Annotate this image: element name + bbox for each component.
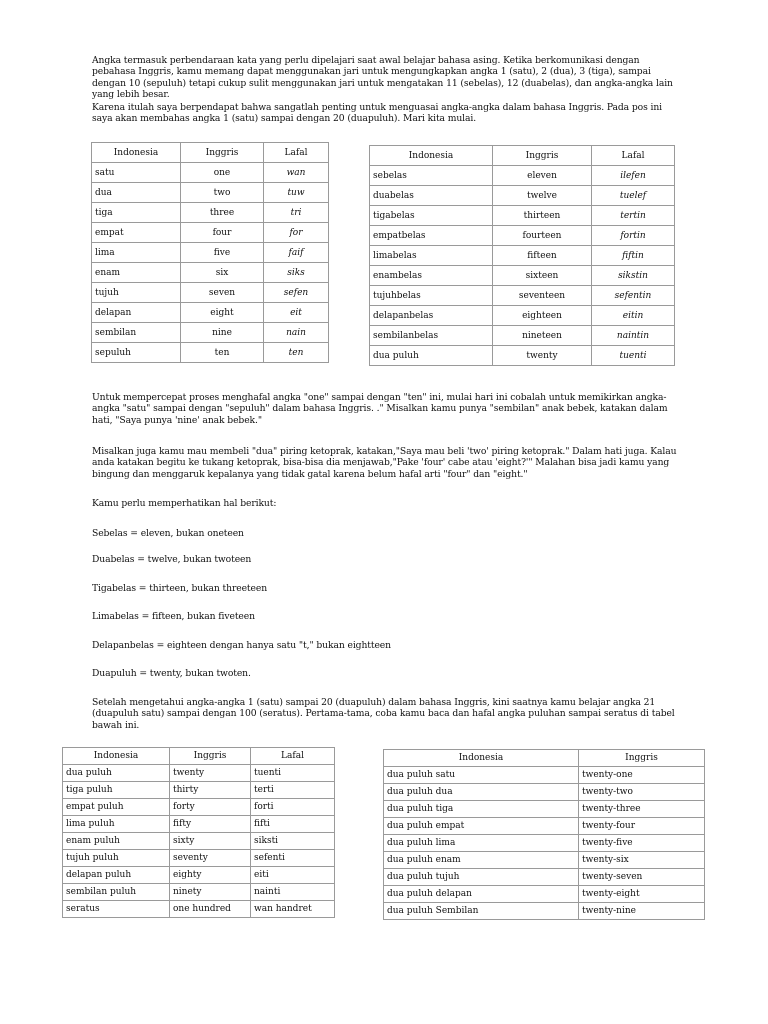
table-cell: empat puluh <box>63 799 170 816</box>
table-cell: eighteen <box>493 306 592 326</box>
table-row <box>370 166 675 186</box>
table-cell: tiga puluh <box>63 782 170 799</box>
table-header-row <box>92 143 329 163</box>
intro-paragraph: Angka termasuk perbendaraan kata yang perlu dipelajari saat awal belajar bahasa asing. Ketika berkomunikasi dengan pebahasa Inggris, kamu memang dapat menggunakan jari untuk mengungkapkan angka 1 (satu), 2 (dua), 3 (tiga), sampai dengan 10 (sepuluh) tetapi cukup sulit menggunakan jari untuk mengatakan 11 (sebelas), 12 (duabelas), dan angka-angka lain yang lebih besar. <box>92 55 673 101</box>
table-row <box>63 782 335 799</box>
table-header-row <box>370 146 675 166</box>
column-header: Lafal <box>251 748 335 765</box>
fourth-paragraph: Misalkan juga kamu mau membeli "dua" piring ketoprak, katakan,"Saya mau beli 'two' piring ketoprak." Dalam hati juga. Kalau anda katakan begitu ke tukang ketoprak, bisa-bisa dia menjawab,"Pake 'four' cabe atau 'eight?'" Malahan bisa jadi kamu yang bingung dan menggaruk kepalanya yang tidak gatal karena belum hafal arti "four" dan "eight." <box>92 446 677 480</box>
table-cell: siks <box>264 263 329 283</box>
table-cell: wan <box>264 163 329 183</box>
table-cell: for <box>264 223 329 243</box>
table-cell: twenty-four <box>579 818 705 835</box>
table-cell: four <box>181 223 264 243</box>
table-cell: forty <box>170 799 251 816</box>
table-row <box>92 243 329 263</box>
table-cell: dua puluh dua <box>384 784 579 801</box>
table-cell: eit <box>264 303 329 323</box>
table-cell: twenty-six <box>579 852 705 869</box>
note-item: Duabelas = twelve, bukan twoteen <box>92 554 252 565</box>
note-item: Delapanbelas = eighteen dengan hanya satu "t," bukan eightteen <box>92 640 391 651</box>
table-cell: twenty-three <box>579 801 705 818</box>
table-cell: sembilan <box>92 323 181 343</box>
table-cell: wan handret <box>251 901 335 918</box>
table-cell: eleven <box>493 166 592 186</box>
column-header: Inggris <box>170 748 251 765</box>
table-cell: dua puluh tujuh <box>384 869 579 886</box>
table-cell: sembilanbelas <box>370 326 493 346</box>
table-row <box>384 852 705 869</box>
table-cell: empatbelas <box>370 226 493 246</box>
note-item: Tigabelas = thirteen, bukan threeteen <box>92 583 268 594</box>
table-cell: six <box>181 263 264 283</box>
table-cell: seven <box>181 283 264 303</box>
table-row <box>63 833 335 850</box>
table-cell: sembilan puluh <box>63 884 170 901</box>
table-row <box>384 835 705 852</box>
second-paragraph: Karena itulah saya berpendapat bahwa sangatlah penting untuk menguasai angka-angka dalam bahasa Inggris. Pada pos ini saya akan membahas angka 1 (satu) sampai dengan 20 (duapuluh). Mari kita mulai. <box>92 102 663 125</box>
table-cell: enam <box>92 263 181 283</box>
table-row <box>370 226 675 246</box>
table-cell: fifteen <box>493 246 592 266</box>
table-cell: dua puluh <box>63 765 170 782</box>
table-cell: tujuh puluh <box>63 850 170 867</box>
table-cell: eight <box>181 303 264 323</box>
table-cell: eitin <box>592 306 675 326</box>
column-header: Inggris <box>181 143 264 163</box>
table-cell: dua puluh delapan <box>384 886 579 903</box>
table-cell: tuw <box>264 183 329 203</box>
table-row <box>92 323 329 343</box>
note-item: Duapuluh = twenty, bukan twoten. <box>92 668 251 679</box>
table-row <box>384 784 705 801</box>
table-numbers-1-10 <box>91 142 329 363</box>
table-cell: forti <box>251 799 335 816</box>
table-row <box>92 303 329 323</box>
table-cell: tri <box>264 203 329 223</box>
table-cell: siksti <box>251 833 335 850</box>
table-cell: sikstin <box>592 266 675 286</box>
table-cell: tuenti <box>251 765 335 782</box>
table-cell: seventy <box>170 850 251 867</box>
column-header: Indonesia <box>370 146 493 166</box>
table-cell: ten <box>181 343 264 363</box>
table-cell: naintin <box>592 326 675 346</box>
table-row <box>92 223 329 243</box>
table-row <box>92 163 329 183</box>
table-row <box>63 901 335 918</box>
table-cell: ninety <box>170 884 251 901</box>
table-cell: thirteen <box>493 206 592 226</box>
table-cell: eiti <box>251 867 335 884</box>
table-row <box>370 286 675 306</box>
table-cell: fifty <box>170 816 251 833</box>
column-header: Indonesia <box>92 143 181 163</box>
table-numbers-21-29 <box>383 749 705 920</box>
table-cell: eighty <box>170 867 251 884</box>
table-cell: terti <box>251 782 335 799</box>
table-row <box>384 886 705 903</box>
table-cell: dua puluh <box>370 346 493 366</box>
table-cell: twenty-eight <box>579 886 705 903</box>
table-cell: delapanbelas <box>370 306 493 326</box>
table-cell: fiftin <box>592 246 675 266</box>
table-cell: sixteen <box>493 266 592 286</box>
table-cell: dua puluh enam <box>384 852 579 869</box>
sixth-paragraph: Setelah mengetahui angka-angka 1 (satu) sampai 20 (duapuluh) dalam bahasa Inggris, kini saatnya kamu belajar angka 21 (duapuluh satu) sampai dengan 100 (seratus). Pertama-tama, coba kamu baca dan hafal angka puluhan sampai seratus di tabel bawah ini. <box>92 697 675 731</box>
table-cell: two <box>181 183 264 203</box>
table-row <box>370 346 675 366</box>
table-row <box>370 326 675 346</box>
table-cell: empat <box>92 223 181 243</box>
table-row <box>370 266 675 286</box>
table-cell: twenty-two <box>579 784 705 801</box>
table-cell: nainti <box>251 884 335 901</box>
table-cell: tujuhbelas <box>370 286 493 306</box>
third-paragraph: Untuk mempercepat proses menghafal angka "one" sampai dengan "ten" ini, mulai hari ini cobalah untuk memikirkan angka-angka "satu" sampai dengan "sepuluh" dalam bahasa Inggris. ." Misalkan kamu punya "sembilan" anak bebek, katakan dalam hati, "Saya punya 'nine' anak bebek." <box>92 392 668 426</box>
table-row <box>370 186 675 206</box>
table-cell: twenty-nine <box>579 903 705 920</box>
table-cell: thirty <box>170 782 251 799</box>
table-cell: one hundred <box>170 901 251 918</box>
column-header: Inggris <box>493 146 592 166</box>
table-cell: dua puluh empat <box>384 818 579 835</box>
table-cell: satu <box>92 163 181 183</box>
table-row <box>63 799 335 816</box>
table-row <box>63 884 335 901</box>
table-cell: sepuluh <box>92 343 181 363</box>
table-cell: twenty-five <box>579 835 705 852</box>
table-cell: dua <box>92 183 181 203</box>
table-cell: tuelef <box>592 186 675 206</box>
table-header-row <box>384 750 705 767</box>
table-row <box>92 263 329 283</box>
table-cell: sefentin <box>592 286 675 306</box>
table-cell: enambelas <box>370 266 493 286</box>
table-cell: delapan <box>92 303 181 323</box>
column-header: Lafal <box>264 143 329 163</box>
table-cell: sebelas <box>370 166 493 186</box>
table-cell: fifti <box>251 816 335 833</box>
table-header-row <box>63 748 335 765</box>
table-cell: twelve <box>493 186 592 206</box>
column-header: Indonesia <box>384 750 579 767</box>
table-cell: limabelas <box>370 246 493 266</box>
table-cell: nain <box>264 323 329 343</box>
table-cell: tigabelas <box>370 206 493 226</box>
table-cell: dua puluh tiga <box>384 801 579 818</box>
table-cell: twenty <box>493 346 592 366</box>
table-row <box>384 801 705 818</box>
table-cell: tertin <box>592 206 675 226</box>
table-row <box>384 903 705 920</box>
notes-intro: Kamu perlu memperhatikan hal berikut: <box>92 498 277 509</box>
table-cell: ten <box>264 343 329 363</box>
table-row <box>92 283 329 303</box>
table-cell: dua puluh lima <box>384 835 579 852</box>
table-cell: nine <box>181 323 264 343</box>
table-cell: fourteen <box>493 226 592 246</box>
table-cell: tujuh <box>92 283 181 303</box>
table-cell: tuenti <box>592 346 675 366</box>
table-tens-20-100 <box>62 747 335 918</box>
table-cell: enam puluh <box>63 833 170 850</box>
note-item: Sebelas = eleven, bukan oneteen <box>92 528 244 539</box>
table-row <box>92 203 329 223</box>
table-row <box>63 816 335 833</box>
table-cell: tiga <box>92 203 181 223</box>
table-row <box>63 765 335 782</box>
table-cell: dua puluh Sembilan <box>384 903 579 920</box>
column-header: Indonesia <box>63 748 170 765</box>
table-cell: twenty-one <box>579 767 705 784</box>
column-header: Inggris <box>579 750 705 767</box>
table-row <box>370 306 675 326</box>
table-cell: sefen <box>264 283 329 303</box>
table-cell: one <box>181 163 264 183</box>
table-cell: duabelas <box>370 186 493 206</box>
table-cell: sefenti <box>251 850 335 867</box>
table-cell: nineteen <box>493 326 592 346</box>
table-row <box>370 206 675 226</box>
table-row <box>63 850 335 867</box>
table-cell: delapan puluh <box>63 867 170 884</box>
table-cell: seventeen <box>493 286 592 306</box>
table-cell: dua puluh satu <box>384 767 579 784</box>
table-cell: lima puluh <box>63 816 170 833</box>
table-row <box>92 343 329 363</box>
table-row <box>92 183 329 203</box>
table-row <box>384 869 705 886</box>
table-cell: three <box>181 203 264 223</box>
table-row <box>384 767 705 784</box>
table-cell: seratus <box>63 901 170 918</box>
table-cell: ilefen <box>592 166 675 186</box>
note-item: Limabelas = fifteen, bukan fiveteen <box>92 611 255 622</box>
table-cell: sixty <box>170 833 251 850</box>
column-header: Lafal <box>592 146 675 166</box>
table-row <box>63 867 335 884</box>
table-cell: lima <box>92 243 181 263</box>
table-cell: twenty-seven <box>579 869 705 886</box>
table-cell: five <box>181 243 264 263</box>
table-numbers-11-20 <box>369 145 675 366</box>
table-cell: twenty <box>170 765 251 782</box>
table-row <box>370 246 675 266</box>
table-cell: faif <box>264 243 329 263</box>
table-row <box>384 818 705 835</box>
table-cell: fortin <box>592 226 675 246</box>
